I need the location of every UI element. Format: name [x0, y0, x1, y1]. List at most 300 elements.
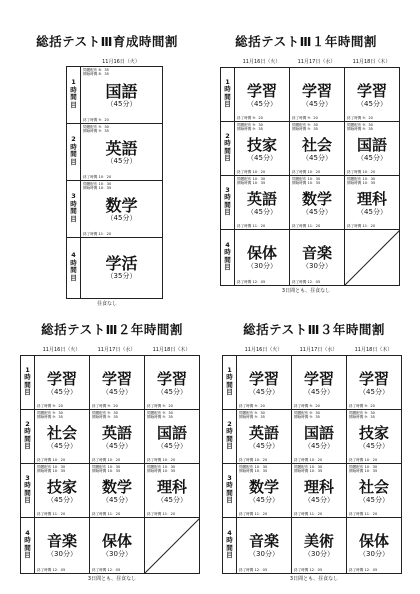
schedule-panel-grade1 — [206, 26, 406, 294]
period-label-cell — [21, 518, 35, 574]
subject-name: 理科 — [156, 478, 187, 496]
timetable — [222, 355, 402, 574]
period-label — [223, 410, 236, 451]
period-label — [67, 124, 80, 166]
subject-name: 国語 — [105, 82, 138, 101]
subject-cell — [290, 230, 345, 286]
period-row — [67, 67, 163, 124]
subject-name: 音楽 — [301, 244, 332, 262]
subject-name: 数学 — [105, 196, 138, 215]
subject-name: 技家 — [358, 424, 389, 442]
date-label: 11月18日（木） — [354, 347, 393, 353]
subject-name: 学習 — [303, 370, 334, 388]
start-time: 開始時間 10：35 — [292, 181, 321, 185]
period-label — [221, 230, 234, 272]
subject-name: 学習 — [46, 370, 77, 388]
duration-label: （45分） — [106, 214, 137, 222]
date-label: 11月16日（火） — [244, 347, 283, 353]
date-label: 11月17日（水） — [297, 59, 336, 65]
period-label-cell — [67, 67, 81, 124]
period-label-char: 目 — [224, 208, 231, 217]
period-label-char: 4 — [225, 240, 230, 249]
panel-title: 総括テストⅢ２年時間割 — [41, 322, 183, 337]
period-label-char: 間 — [226, 434, 233, 443]
subject-cell — [290, 68, 345, 122]
end-time: 終了時間 12：05 — [294, 568, 323, 572]
subject-cell — [235, 230, 290, 286]
end-time: 終了時間 12：05 — [239, 568, 268, 572]
schedule-panel-ikusei — [12, 26, 202, 307]
end-time: 終了時間 12：05 — [92, 568, 121, 572]
end-time: 終了時間 11：20 — [37, 512, 66, 516]
subject-name: 理科 — [356, 190, 387, 208]
subject-name: 技家 — [46, 478, 77, 496]
duration-label: （45分） — [302, 100, 332, 108]
period-label-char: 目 — [70, 214, 77, 223]
period-label-char: 1 — [25, 365, 30, 374]
subject-name: 保体 — [101, 532, 132, 550]
period-label-char: 時 — [70, 199, 77, 208]
period-label-char: 目 — [226, 551, 233, 560]
subject-name: 学習 — [246, 82, 277, 100]
end-time: 終了時間 9：20 — [237, 116, 263, 120]
period-label-char: 目 — [70, 273, 77, 282]
period-label-char: 時 — [70, 258, 77, 267]
period-label-char: 時 — [226, 536, 233, 545]
duration-label: （45分） — [47, 388, 77, 396]
start-time: 開始時間 9：35 — [37, 415, 63, 419]
start-time: 開始時間 10：35 — [37, 469, 66, 473]
period-label-cell — [21, 410, 35, 464]
end-time: 終了時間 11：20 — [292, 224, 321, 228]
date-label: 11月17日（水） — [97, 347, 136, 353]
end-time: 終了時間 9：20 — [347, 116, 373, 120]
subject-cell — [90, 410, 145, 464]
period-label — [21, 356, 34, 397]
empty-slot-diagonal — [145, 518, 200, 573]
distribution-time: 問題配布 10：30 — [147, 465, 176, 469]
start-time: 開始時間 10：35 — [239, 469, 268, 473]
period-label-char: 時 — [24, 481, 31, 490]
period-row — [21, 518, 200, 574]
period-label — [223, 356, 236, 397]
subject-cell — [90, 464, 145, 518]
period-label-char: 間 — [226, 380, 233, 389]
duration-label: （45分） — [247, 154, 277, 162]
subject-cell — [347, 518, 402, 574]
start-time: 開始時間 9：35 — [294, 415, 320, 419]
period-row — [221, 68, 400, 122]
distribution-time: 問題配布 9：30 — [92, 411, 118, 415]
subject-name: 社会 — [301, 136, 332, 154]
duration-label: （45分） — [247, 100, 277, 108]
distribution-time: 問題配布 9：30 — [147, 411, 173, 415]
period-row — [221, 122, 400, 176]
subject-name: 音楽 — [46, 532, 77, 550]
diagonal-line — [145, 518, 200, 573]
period-label-char: 目 — [226, 442, 233, 451]
period-row — [21, 464, 200, 518]
subject-name: 音楽 — [248, 532, 279, 550]
subject-cell — [81, 238, 163, 299]
period-label-char: 目 — [24, 551, 31, 560]
period-label-char: 目 — [226, 496, 233, 505]
duration-label: （45分） — [106, 100, 137, 108]
end-time: 終了時間 12：05 — [237, 280, 266, 284]
distribution-time: 問題配布 9：30 — [347, 123, 373, 127]
subject-cell — [35, 464, 90, 518]
period-label-char: 間 — [70, 93, 77, 102]
duration-label: （45分） — [47, 442, 77, 450]
subject-name: 国語 — [303, 424, 334, 442]
subject-cell — [145, 518, 200, 574]
date-header — [234, 58, 399, 65]
subject-cell — [292, 410, 347, 464]
subject-cell — [347, 356, 402, 410]
duration-label: （45分） — [357, 154, 387, 162]
start-time: 開始時間 10：35 — [83, 186, 112, 190]
period-label-char: 時 — [224, 248, 231, 257]
distribution-time: 問題配布 10：30 — [294, 465, 323, 469]
end-time: 終了時間 10：20 — [37, 458, 66, 462]
date-label: 11月17日（水） — [299, 347, 338, 353]
period-label-char: 間 — [24, 434, 31, 443]
end-time: 終了時間 11：20 — [83, 232, 112, 236]
subject-cell — [81, 181, 163, 238]
duration-label: （45分） — [247, 208, 277, 216]
timetable — [66, 66, 163, 299]
subject-name: 数学 — [301, 190, 332, 208]
subject-name: 学習 — [156, 370, 187, 388]
duration-label: （45分） — [249, 496, 279, 504]
subject-cell — [145, 464, 200, 518]
period-label-char: 目 — [224, 263, 231, 272]
start-time: 開始時間 10：35 — [347, 181, 376, 185]
distribution-time: 問題配布 9：30 — [83, 125, 109, 129]
period-row — [21, 356, 200, 410]
period-label-char: 2 — [227, 419, 232, 428]
duration-label: （45分） — [249, 388, 279, 396]
period-label — [21, 464, 34, 505]
subject-cell — [237, 410, 292, 464]
period-row — [21, 410, 200, 464]
period-label-char: 1 — [227, 365, 232, 374]
start-time: 開始時間 9：35 — [92, 415, 118, 419]
subject-name: 英語 — [246, 190, 277, 208]
subject-cell — [290, 176, 345, 230]
date-label: 11月16日（火） — [242, 59, 281, 65]
timetable — [220, 67, 400, 286]
period-label-cell — [223, 518, 237, 574]
subject-name: 学習 — [301, 82, 332, 100]
start-time: 開始時間 9：35 — [237, 127, 263, 131]
duration-label: （45分） — [106, 157, 137, 165]
period-label-char: 間 — [226, 488, 233, 497]
period-label-char: 3 — [227, 473, 232, 482]
end-time: 終了時間 10：20 — [83, 175, 112, 179]
period-label-char: 時 — [224, 85, 231, 94]
period-label-char: 時 — [226, 481, 233, 490]
period-label-cell — [221, 122, 235, 176]
period-label — [223, 464, 236, 505]
duration-label: （45分） — [102, 388, 132, 396]
period-label-char: 間 — [70, 266, 77, 275]
subject-name: 社会 — [46, 424, 77, 442]
period-label-char: 1 — [225, 77, 230, 86]
period-label-char: 時 — [226, 427, 233, 436]
distribution-time: 問題配布 10：30 — [349, 465, 378, 469]
period-label-char: 2 — [71, 135, 76, 143]
start-time: 開始時間 10：35 — [147, 469, 176, 473]
date-label: 11月18日（木） — [352, 59, 391, 65]
distribution-time: 問題配布 8：35 — [83, 68, 109, 72]
distribution-time: 問題配布 10：30 — [83, 182, 112, 186]
duration-label: （45分） — [359, 496, 389, 504]
period-label-char: 4 — [227, 528, 232, 537]
end-time: 終了時間 9：20 — [292, 116, 318, 120]
start-time: 開始時間 9：35 — [349, 415, 375, 419]
period-label-char: 間 — [224, 255, 231, 264]
end-time: 終了時間 9：20 — [147, 404, 173, 408]
end-time: 終了時間 12：05 — [292, 280, 321, 284]
period-row — [221, 176, 400, 230]
duration-label: （45分） — [157, 496, 187, 504]
duration-label: （30分） — [247, 262, 277, 270]
timetable — [20, 355, 200, 574]
period-label-char: 目 — [224, 154, 231, 163]
period-label-char: 目 — [24, 388, 31, 397]
subject-cell — [237, 464, 292, 518]
subject-cell — [235, 122, 290, 176]
duration-label: （30分） — [359, 550, 389, 558]
end-time: 終了時間 9：20 — [92, 404, 118, 408]
footer-note: 3日間とも、昼食なし — [281, 288, 331, 294]
subject-cell — [345, 176, 400, 230]
start-time: 開始時間 10：35 — [92, 469, 121, 473]
subject-cell — [292, 356, 347, 410]
period-label — [221, 176, 234, 217]
date-header — [80, 58, 162, 65]
end-time: 終了時間 10：20 — [92, 458, 121, 462]
period-label-char: 時 — [24, 373, 31, 382]
footer-note: 3日間とも、昼食なし — [289, 576, 339, 582]
subject-cell — [345, 68, 400, 122]
period-row — [67, 124, 163, 181]
subject-name: 国語 — [356, 136, 387, 154]
period-label-char: 間 — [224, 92, 231, 101]
period-label-char: 4 — [25, 528, 30, 537]
end-time: 終了時間 10：20 — [239, 458, 268, 462]
distribution-time: 問題配布 10：30 — [347, 177, 376, 181]
end-time: 終了時間 12：05 — [37, 568, 66, 572]
period-row — [223, 518, 402, 574]
period-label-char: 目 — [24, 442, 31, 451]
subject-cell — [90, 518, 145, 574]
end-time: 終了時間 9：20 — [83, 118, 109, 122]
start-time: 開始時間 9：35 — [83, 129, 109, 133]
subject-name: 技家 — [246, 136, 277, 154]
duration-label: （45分） — [357, 208, 387, 216]
subject-name: 学習 — [248, 370, 279, 388]
footer-note: 3日間とも、昼食なし — [87, 576, 137, 582]
empty-slot-diagonal — [345, 230, 400, 285]
end-time: 終了時間 11：20 — [237, 224, 266, 228]
start-time: 開始時間 9：35 — [292, 127, 318, 131]
period-label — [223, 518, 236, 560]
period-label-char: 間 — [224, 200, 231, 209]
period-label-char: 3 — [225, 185, 230, 194]
duration-label: （45分） — [304, 442, 334, 450]
duration-label: （45分） — [302, 154, 332, 162]
subject-name: 数学 — [248, 478, 279, 496]
duration-label: （45分） — [359, 442, 389, 450]
diagonal-line — [345, 230, 400, 285]
date-label: 11月18日（木） — [152, 347, 191, 353]
footer-note: 昼食なし — [96, 301, 117, 307]
period-row — [223, 464, 402, 518]
period-row — [223, 356, 402, 410]
end-time: 終了時間 10：20 — [347, 170, 376, 174]
period-label-char: 目 — [70, 157, 77, 166]
distribution-time: 問題配布 10：30 — [239, 465, 268, 469]
end-time: 終了時間 9：20 — [294, 404, 320, 408]
subject-cell — [35, 410, 90, 464]
period-label-char: 間 — [24, 543, 31, 552]
schedule-panel-grade3 — [214, 314, 414, 582]
end-time: 終了時間 10：20 — [294, 458, 323, 462]
period-label-cell — [21, 464, 35, 518]
panel-title: 総括テストⅢ３年時間割 — [243, 322, 385, 337]
period-label-char: 2 — [225, 131, 230, 140]
panel-title: 総括テストⅢ１年時間割 — [235, 34, 377, 49]
period-label — [21, 518, 34, 560]
date-header — [34, 346, 199, 353]
subject-cell — [145, 356, 200, 410]
date-label: 11月16日（火） — [102, 59, 140, 65]
period-label-char: 時 — [24, 427, 31, 436]
period-row — [221, 230, 400, 286]
subject-name: 国語 — [156, 424, 187, 442]
duration-label: （30分） — [249, 550, 279, 558]
end-time: 終了時間 10：20 — [237, 170, 266, 174]
end-time: 終了時間 11：20 — [92, 512, 121, 516]
period-label-cell — [223, 356, 237, 410]
period-label-char: 間 — [226, 543, 233, 552]
period-label-char: 1 — [71, 78, 76, 86]
subject-name: 保体 — [246, 244, 277, 262]
end-time: 終了時間 11：20 — [147, 512, 176, 516]
period-label-char: 目 — [70, 100, 77, 109]
end-time: 終了時間 9：20 — [349, 404, 375, 408]
distribution-time: 問題配布 10：30 — [237, 177, 266, 181]
subject-cell — [145, 410, 200, 464]
period-row — [67, 181, 163, 238]
period-row — [67, 238, 163, 299]
period-label-cell — [221, 230, 235, 286]
subject-cell — [35, 356, 90, 410]
distribution-time: 問題配布 9：30 — [292, 123, 318, 127]
subject-name: 英語 — [105, 139, 138, 158]
period-label-char: 目 — [224, 100, 231, 109]
duration-label: （45分） — [304, 496, 334, 504]
duration-label: （45分） — [157, 442, 187, 450]
subject-cell — [237, 518, 292, 574]
period-label-char: 間 — [70, 150, 77, 159]
period-label-char: 4 — [71, 251, 76, 259]
period-label-cell — [223, 410, 237, 464]
period-label-char: 間 — [70, 207, 77, 216]
period-label-char: 間 — [24, 488, 31, 497]
distribution-time: 問題配布 9：30 — [237, 123, 263, 127]
subject-cell — [35, 518, 90, 574]
end-time: 終了時間 11：20 — [294, 512, 323, 516]
end-time: 終了時間 9：20 — [239, 404, 265, 408]
period-label — [221, 122, 234, 163]
subject-cell — [347, 410, 402, 464]
distribution-time: 問題配布 10：30 — [37, 465, 66, 469]
duration-label: （45分） — [249, 442, 279, 450]
start-time: 開始時間 9：35 — [347, 127, 373, 131]
date-label: 11月16日（火） — [42, 347, 81, 353]
period-label — [67, 67, 80, 109]
distribution-time: 問題配布 9：30 — [294, 411, 320, 415]
period-label-cell — [221, 176, 235, 230]
period-label-cell — [21, 356, 35, 410]
period-label — [221, 68, 234, 109]
distribution-time: 問題配布 10：30 — [92, 465, 121, 469]
end-time: 終了時間 12：05 — [349, 568, 378, 572]
subject-cell — [235, 68, 290, 122]
subject-name: 英語 — [248, 424, 279, 442]
subject-name: 学活 — [105, 254, 138, 273]
start-time: 開始時間 10：35 — [237, 181, 266, 185]
subject-name: 学習 — [358, 370, 389, 388]
date-header — [236, 346, 401, 353]
period-label-char: 時 — [226, 373, 233, 382]
subject-cell — [292, 464, 347, 518]
period-label-char: 時 — [70, 142, 77, 151]
end-time: 終了時間 10：20 — [147, 458, 176, 462]
schedule-panel-grade2 — [12, 314, 212, 582]
subject-cell — [292, 518, 347, 574]
period-label-char: 間 — [224, 146, 231, 155]
subject-name: 英語 — [101, 424, 132, 442]
duration-label: （45分） — [304, 388, 334, 396]
start-time: 開始時間 10：35 — [349, 469, 378, 473]
subject-name: 保体 — [358, 532, 389, 550]
subject-cell — [345, 230, 400, 286]
period-label-char: 3 — [25, 473, 30, 482]
end-time: 終了時間 11：20 — [239, 512, 268, 516]
period-label-char: 間 — [24, 380, 31, 389]
period-label-char: 時 — [224, 139, 231, 148]
subject-cell — [81, 124, 163, 181]
subject-name: 学習 — [101, 370, 132, 388]
start-time: 開始時間 10：35 — [294, 469, 323, 473]
duration-label: （45分） — [157, 388, 187, 396]
period-label-cell — [221, 68, 235, 122]
end-time: 終了時間 11：20 — [349, 512, 378, 516]
duration-label: （35分） — [106, 272, 137, 280]
period-label-cell — [67, 238, 81, 299]
subject-cell — [290, 122, 345, 176]
subject-cell — [347, 464, 402, 518]
subject-name: 学習 — [356, 82, 387, 100]
duration-label: （45分） — [47, 496, 77, 504]
period-label-char: 3 — [71, 192, 76, 200]
duration-label: （30分） — [102, 550, 132, 558]
period-label-char: 時 — [224, 193, 231, 202]
